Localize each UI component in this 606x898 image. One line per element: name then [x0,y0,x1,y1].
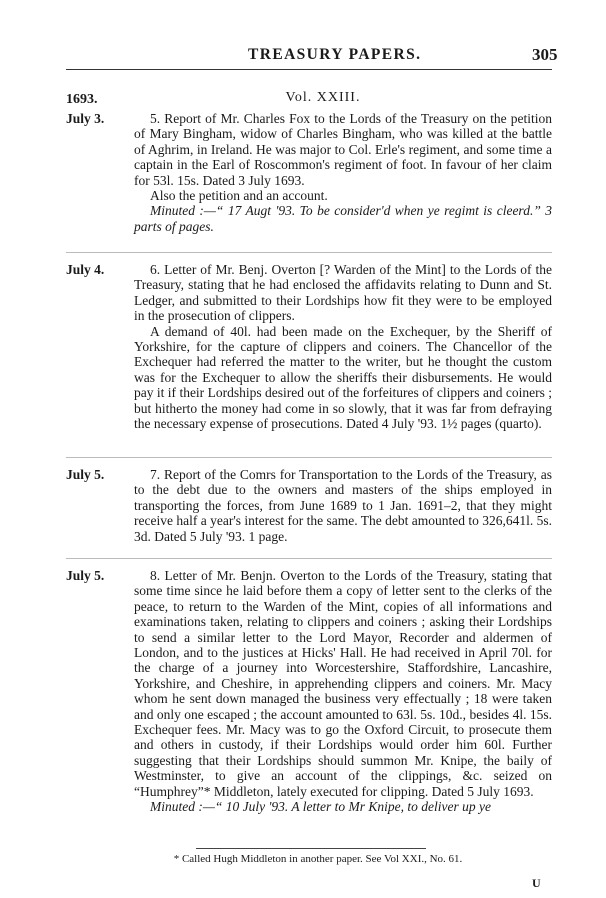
entry-6 [66,262,552,431]
page-number: 305 [532,45,558,64]
entry-separator [66,558,552,559]
volume-heading: Vol. XXIII. [285,90,361,105]
entry-date: July 4. [66,262,105,277]
entry-paragraph: Also the petition and an account. [150,188,328,204]
header-rule [66,69,552,70]
year-label: 1693. [66,92,98,107]
entry-separator [66,252,552,253]
signature-mark: U [532,876,541,890]
footnote-rule [196,848,426,849]
entry-body [134,111,552,234]
entry-paragraph: 5. Report of Mr. Charles Fox to the Lords of the Treasury on the petition of Mary Bingham, widow of Charles Bingham, who was killed at the battle of Aghrim, in Ireland. He was major to Col. Erle's regiment, and some time a captain in the Earl of Roscommon's regiment of foot. In favour of her claim for 53l. 15s. Dated 3 July 1693. [134,111,552,188]
entry-date: July 5. [66,568,105,583]
entry-body [134,262,552,431]
entry-paragraph: 7. Report of the Comrs for Transportation to the Lords of the Treasury, as to the debt due to the owners and masters of the ships employed in transporting the forces, from June 1689 to 1 Jan. 1691–2, that they might receive half a year's interest for the same. The debt amounted to 326,641l. 5s. 3d. Dated 5 July '93. 1 page. [134,467,552,544]
running-title: TREASURY PAPERS. [248,46,422,63]
minuted-note: Minuted :—“ 17 Augt '93. To be consider'd when ye regimt is cleerd.” 3 parts of pages. [134,203,552,234]
entry-5 [66,111,552,234]
entry-8 [66,568,552,815]
entry-7 [66,467,552,544]
entry-paragraph: 6. Letter of Mr. Benj. Overton [? Warden of the Mint] to the Lords of the Treasury, stating that he had enclosed the affidavits relating to Dunn and St. Ledger, and submitted to their Lordships how fit they were to be employed in the prosecution of clippers. [134,262,552,324]
entry-paragraph: A demand of 40l. had been made on the Exchequer, by the Sheriff of Yorkshire, for the capture of clippers and coiners. The Chancellor of the Exchequer had referred the matter to the writer, but he thought the custom was for the Exchequer to allow the sheriffs their disbursements. He would pay it if their Lordships desired out of the forfeitures of clippers and coiners ; but hitherto the money had come in so slowly, that it was far from defraying the necessary expense of prosecutions. Dated 4 July '93. 1½ pages (quarto). [134,323,552,432]
minuted-note: Minuted :—“ 10 July '93. A letter to Mr Knipe, to deliver up ye [150,799,491,815]
entry-date: July 3. [66,111,105,126]
entry-body [134,467,552,544]
entry-separator [66,457,552,458]
entry-date: July 5. [66,467,105,482]
entry-paragraph: 8. Letter of Mr. Benjn. Overton to the Lords of the Treasury, stating that some time since he laid before them a copy of letter sent to the clerks of the peace, to return to the Warden of the Mint, copies of all informations and examinations taken, relating to clippers and coiners ; asking their Lordships to send a similar letter to the Lord Mayor, Recorder and aldermen of London, and to the justices at Hicks' Hall. He had received in April 70l. for the charge of a journey into Worcestershire, Staffordshire, Lancashire, Yorkshire, and Cheshire, in apprehending clippers and coiners. Mr. Macy whom he sent down managed the business very effectually ; 18 were taken and only one escaped ; the account amounted to 63l. 5s. 10d., besides 4l. 15s. Exchequer fees. Mr. Macy was to go the Oxford Circuit, to prosecute them and others in custody, if their Lordships would order him 60l. Further suggesting that their Lordships should summon Mr. Knipe, the baily of Westminster, to give an account of the clippings, &c. seized on “Humphrey”* Middleton, lately executed for clipping. Dated 5 July 1693. [134,568,552,799]
footnote: * Called Hugh Middleton in another paper. See Vol XXI., No. 61. [173,853,463,865]
entry-body [134,568,552,815]
